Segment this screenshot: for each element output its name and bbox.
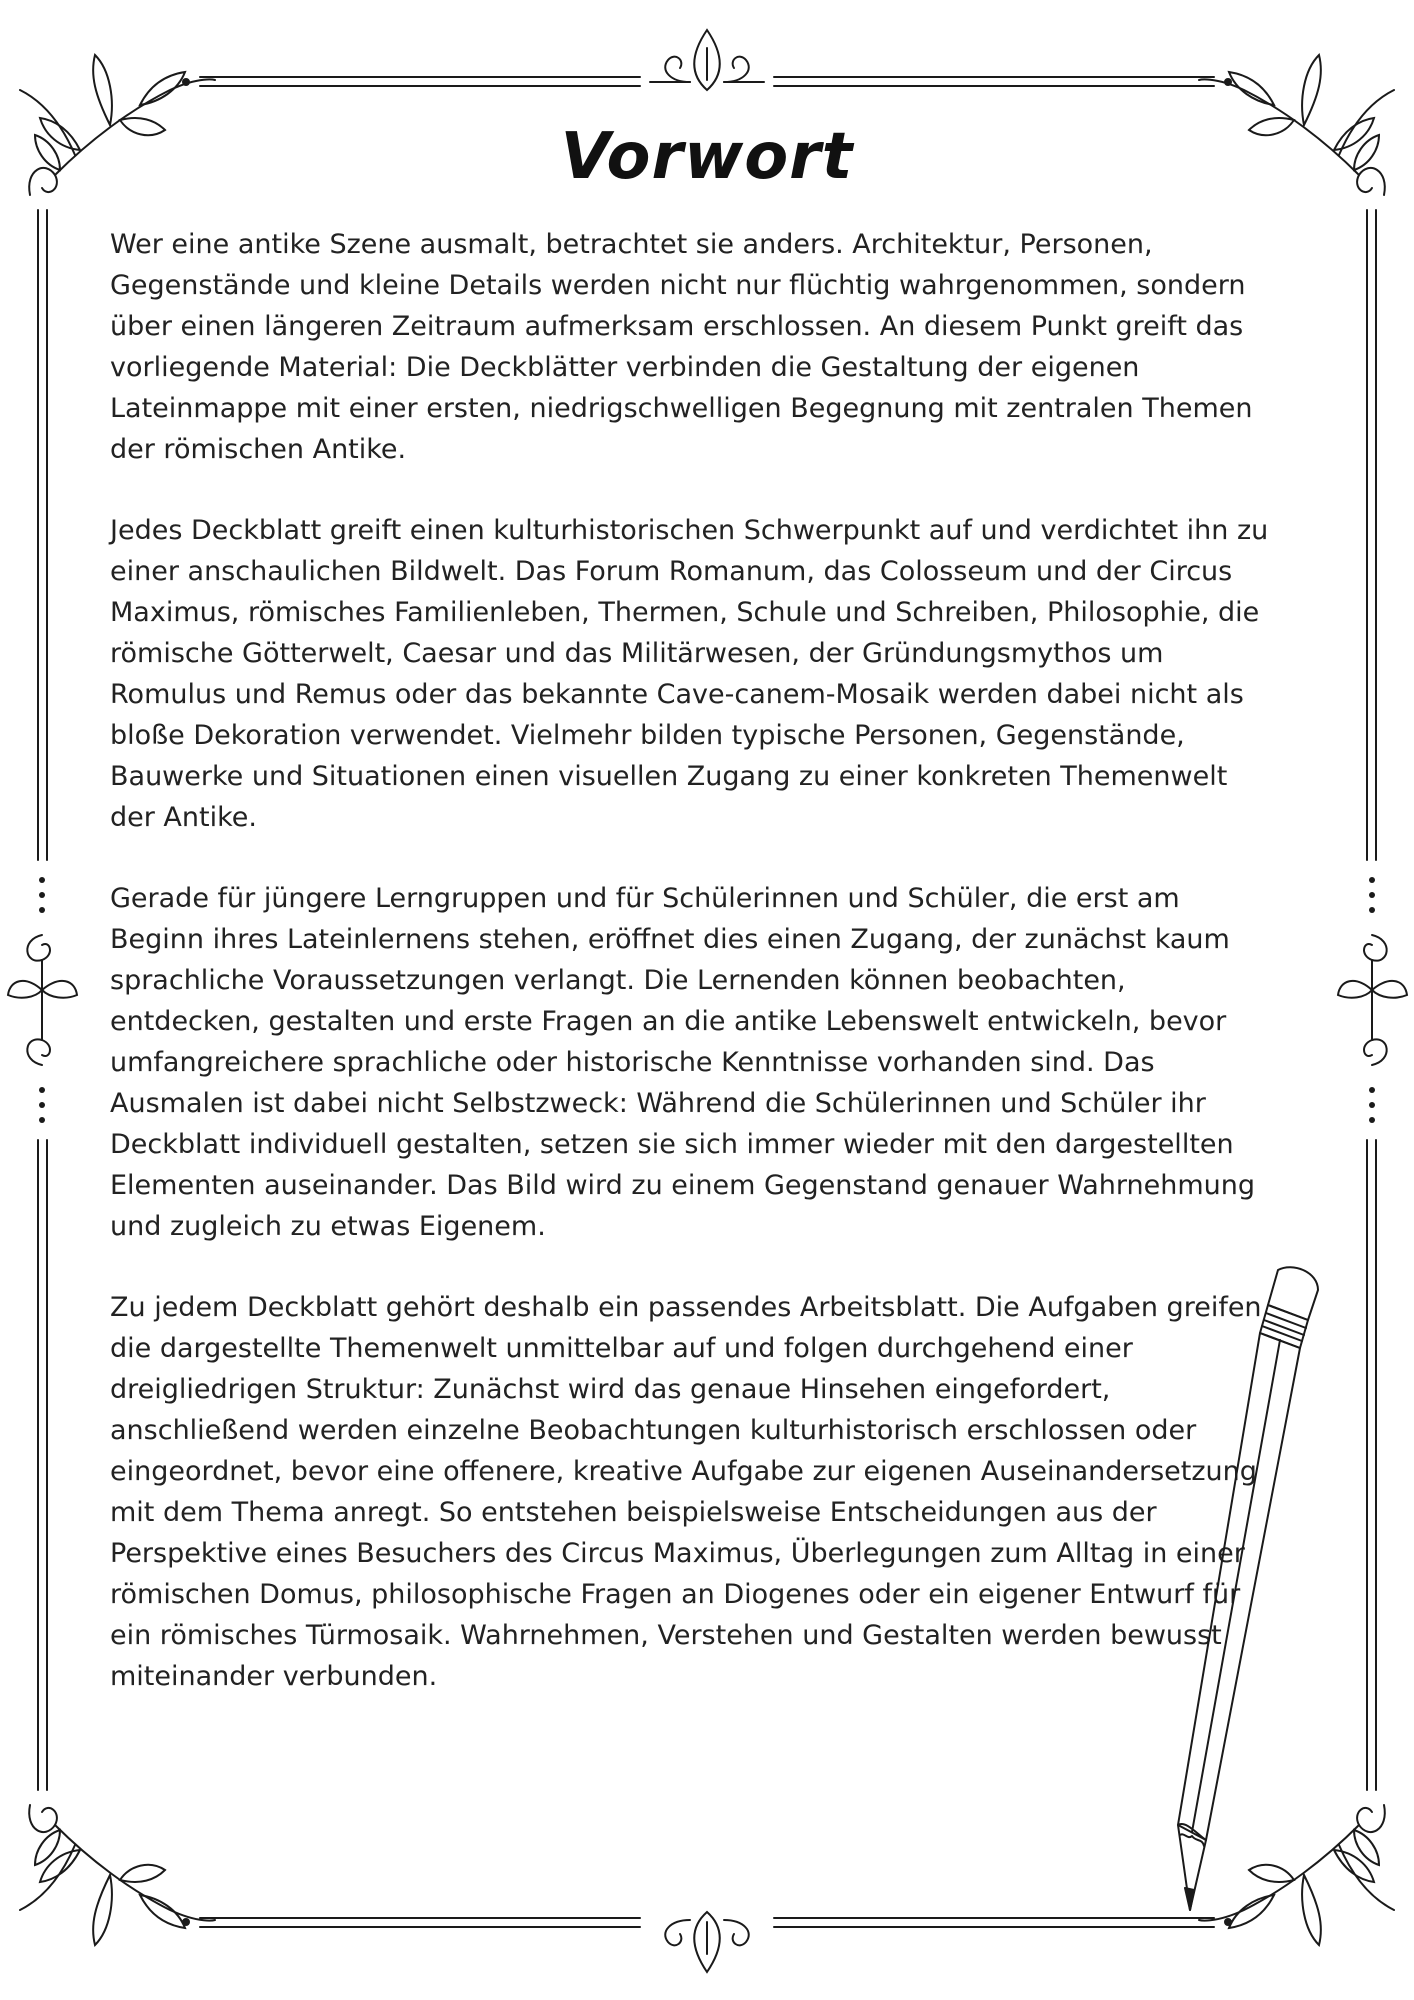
page-title: Vorwort [560,120,854,194]
paragraph-1: Wer eine antike Szene ausmalt, betrachtet sie anders. Architektur, Personen, Gegenstände und kleine Details werden nicht nur flüchtig wahrgenommen, sondern über einen längeren Zeitraum aufmerksam erschlossen. An diesem Punkt greift das vorliegende Material: Die Deckblätter verbinden die Gestaltung der eigenen Lateinmappe mit einer ersten, niedrigschwelligen Begegnung mit zentralen Themen der römischen Antike. [110,229,1253,465]
preface-body [110,224,1280,1737]
paragraph-4: Zu jedem Deckblatt gehört deshalb ein passendes Arbeitsblatt. Die Aufgaben greifen die dargestellte Themenwelt unmittelbar auf und folgen durchgehend einer dreigliedrigen Struktur: Zunächst wird das genaue Hinsehen eingefordert, anschließend werden einzelne Beobachtungen kulturhistorisch erschlossen oder eingeordnet, bevor eine offenere, kreative Aufgabe zur eigenen Auseinandersetzung mit dem Thema anregt. So entstehen beispielsweise Entscheidungen aus der Perspektive eines Besuchers des Circus Maximus, Überlegungen zum Alltag in einer römischen Domus, philosophische Fragen an Diogenes oder ein eigener Entwurf für ein römisches Türmosaik. Wahrnehmen, Verstehen und Gestalten werden bewusst miteinander verbunden. [110,1292,1262,1692]
paragraph-3: Gerade für jüngere Lerngruppen und für Schülerinnen und Schüler, die erst am Beginn ihres Lateinlernens stehen, eröffnet dies einen Zugang, der zunächst kaum sprachliche Voraussetzungen verlangt. Die Lernenden können beobachten, entdecken, gestalten und erste Fragen an die antike Lebenswelt entwickeln, bevor umfangreichere sprachliche oder historische Kenntnisse vorhanden sind. Das Ausmalen ist dabei nicht Selbstzweck: Während die Schülerinnen und Schüler ihr Deckblatt individuell gestalten, setzen sie sich immer wieder mit den dargestellten Elementen auseinander. Das Bild wird zu einem Gegenstand genauer Wahrnehmung und zugleich zu etwas Eigenem. [110,883,1255,1242]
paragraph-2: Jedes Deckblatt greift einen kulturhistorischen Schwerpunkt auf und verdichtet ihn zu einer anschaulichen Bildwelt. Das Forum Romanum, das Colosseum und der Circus Maximus, römisches Familienleben, Thermen, Schule und Schreiben, Philosophie, die römische Götterwelt, Caesar und das Militärwesen, der Gründungsmythos um Romulus und Remus oder das bekannte Cave-canem-Mosaik werden dabei nicht als bloße Dekoration verwendet. Vielmehr bilden typische Personen, Gegenstände, Bauwerke und Situationen einen visuellen Zugang zu einer konkreten Themenwelt der Antike. [110,515,1269,833]
pencil-icon [1168,1260,1328,1960]
